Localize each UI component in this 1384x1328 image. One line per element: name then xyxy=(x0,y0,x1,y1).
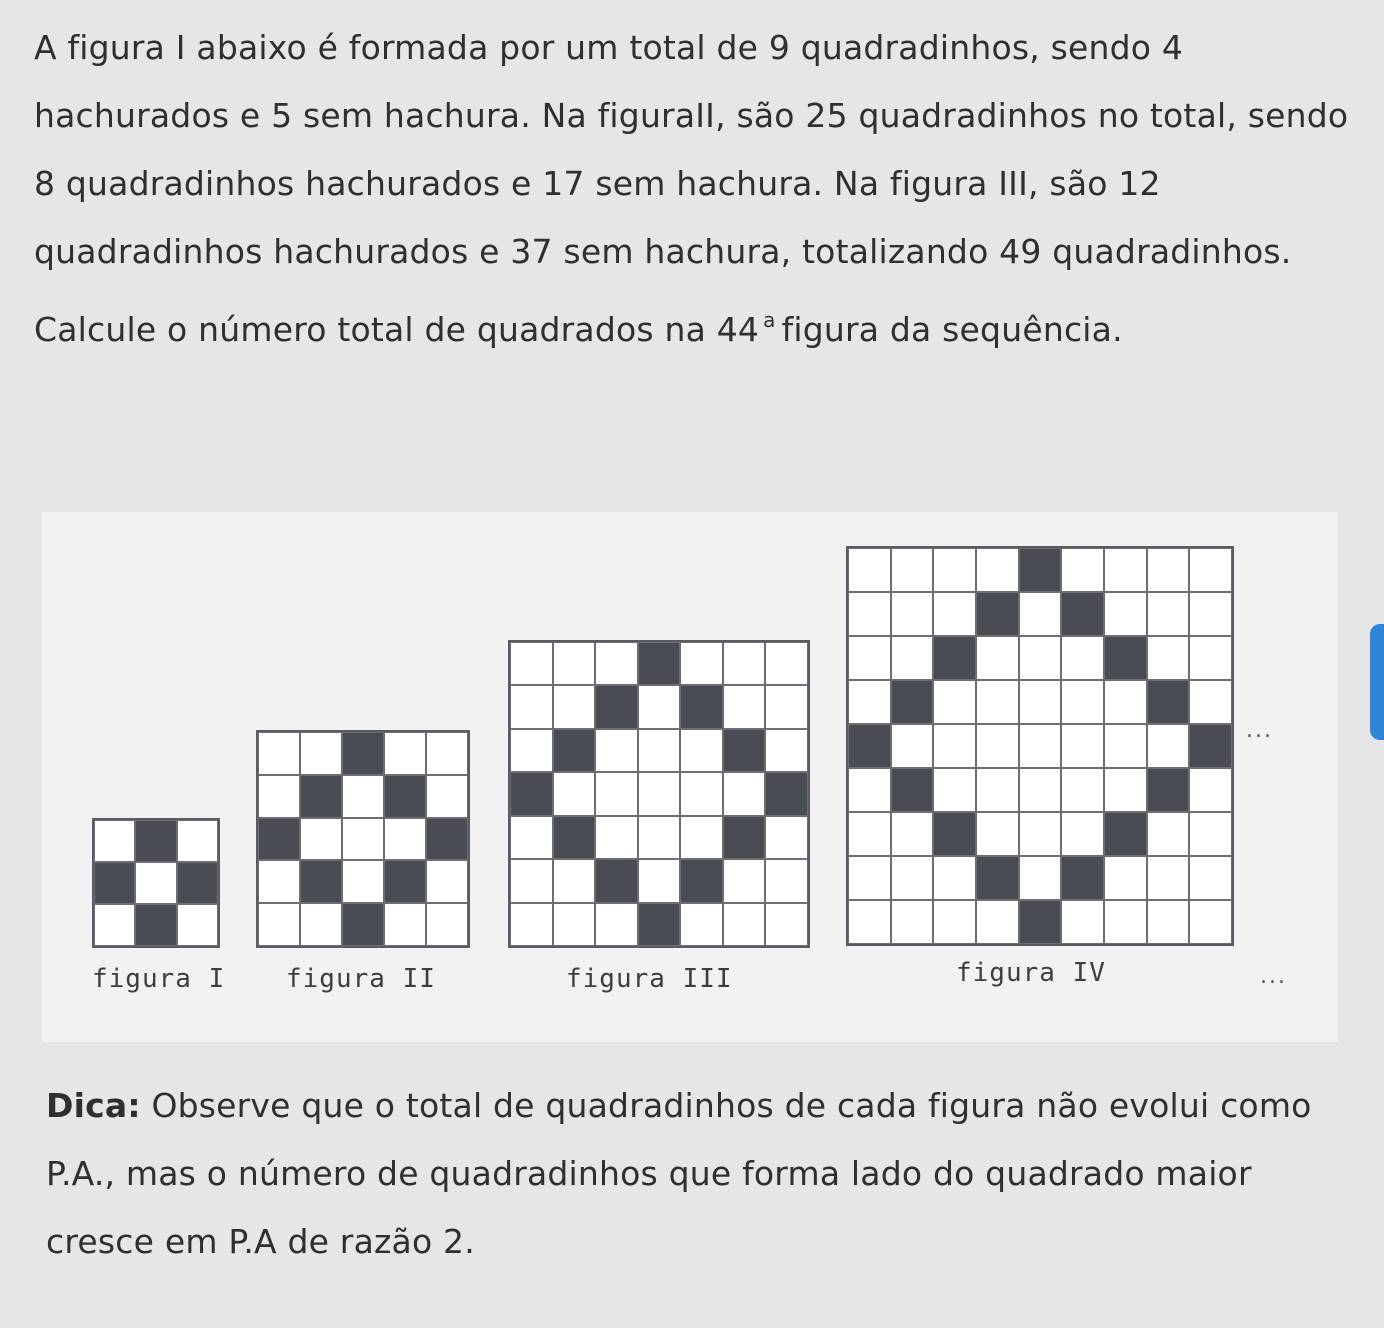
blank-square xyxy=(1019,812,1062,856)
shaded-square xyxy=(553,816,596,859)
blank-square xyxy=(638,859,681,902)
blank-square xyxy=(553,685,596,728)
blank-square xyxy=(848,768,891,812)
blank-square xyxy=(595,642,638,685)
blank-square xyxy=(638,816,681,859)
shaded-square xyxy=(1061,856,1104,900)
continuation-dots-top: ... xyxy=(1246,718,1273,743)
shaded-square xyxy=(1019,548,1062,592)
shaded-square xyxy=(384,775,426,818)
blank-square xyxy=(553,903,596,946)
blank-square xyxy=(848,548,891,592)
blank-square xyxy=(1147,592,1190,636)
blank-square xyxy=(595,772,638,815)
blank-square xyxy=(300,732,342,775)
blank-square xyxy=(933,856,976,900)
blank-square xyxy=(1061,548,1104,592)
blank-square xyxy=(976,768,1019,812)
blank-square xyxy=(1104,768,1147,812)
shaded-square xyxy=(595,685,638,728)
blank-square xyxy=(510,685,553,728)
blank-square xyxy=(1189,680,1232,724)
shaded-square xyxy=(680,685,723,728)
blank-square xyxy=(1104,548,1147,592)
blank-square xyxy=(426,860,468,903)
blank-square xyxy=(595,729,638,772)
blank-square xyxy=(1104,724,1147,768)
shaded-square xyxy=(723,729,766,772)
shaded-square xyxy=(1104,636,1147,680)
blank-square xyxy=(765,685,808,728)
shaded-square xyxy=(135,820,176,862)
blank-square xyxy=(1189,900,1232,944)
shaded-square xyxy=(1061,592,1104,636)
blank-square xyxy=(848,900,891,944)
blank-square xyxy=(723,642,766,685)
shaded-square xyxy=(553,729,596,772)
blank-square xyxy=(1019,856,1062,900)
shaded-square xyxy=(384,860,426,903)
shaded-square xyxy=(177,862,218,904)
blank-square xyxy=(680,642,723,685)
figure-2-caption: figura II xyxy=(286,964,436,994)
blank-square xyxy=(342,775,384,818)
blank-square xyxy=(300,818,342,861)
shaded-square xyxy=(300,860,342,903)
blank-square xyxy=(258,732,300,775)
blank-square xyxy=(765,903,808,946)
shaded-square xyxy=(510,772,553,815)
blank-square xyxy=(1061,636,1104,680)
shaded-square xyxy=(891,680,934,724)
blank-square xyxy=(1061,680,1104,724)
blank-square xyxy=(1147,724,1190,768)
blank-square xyxy=(680,903,723,946)
blank-square xyxy=(976,724,1019,768)
blank-square xyxy=(553,642,596,685)
shaded-square xyxy=(933,636,976,680)
blank-square xyxy=(1189,812,1232,856)
blank-square xyxy=(848,812,891,856)
blank-square xyxy=(258,903,300,946)
blank-square xyxy=(553,859,596,902)
blank-square xyxy=(723,859,766,902)
blank-square xyxy=(933,768,976,812)
blank-square xyxy=(891,856,934,900)
shaded-square xyxy=(595,859,638,902)
shaded-square xyxy=(94,862,135,904)
blank-square xyxy=(510,642,553,685)
figure-3-grid xyxy=(508,640,810,948)
figure-3-caption: figura III xyxy=(566,964,733,994)
blank-square xyxy=(426,732,468,775)
figure-1-caption: figura I xyxy=(92,964,226,994)
blank-square xyxy=(1019,768,1062,812)
shaded-square xyxy=(1147,768,1190,812)
blank-square xyxy=(426,903,468,946)
shaded-square xyxy=(1104,812,1147,856)
blank-square xyxy=(933,680,976,724)
blank-square xyxy=(510,859,553,902)
blank-square xyxy=(1061,724,1104,768)
blank-square xyxy=(1019,724,1062,768)
shaded-square xyxy=(258,818,300,861)
blank-square xyxy=(384,818,426,861)
blank-square xyxy=(1147,900,1190,944)
blank-square xyxy=(848,680,891,724)
blank-square xyxy=(891,724,934,768)
blank-square xyxy=(300,903,342,946)
shaded-square xyxy=(891,768,934,812)
question-text xyxy=(34,14,1364,364)
blank-square xyxy=(1189,856,1232,900)
shaded-square xyxy=(933,812,976,856)
blank-square xyxy=(638,685,681,728)
shaded-square xyxy=(135,904,176,946)
blank-square xyxy=(595,816,638,859)
blank-square xyxy=(1189,768,1232,812)
blank-square xyxy=(1189,592,1232,636)
blank-square xyxy=(638,729,681,772)
shaded-square xyxy=(680,859,723,902)
blank-square xyxy=(426,775,468,818)
shaded-square xyxy=(1147,680,1190,724)
blank-square xyxy=(94,904,135,946)
question-text-after: figura da sequência. xyxy=(781,310,1123,349)
shaded-square xyxy=(765,772,808,815)
blank-square xyxy=(1104,856,1147,900)
continuation-dots-bottom: ... xyxy=(1260,964,1287,989)
blank-square xyxy=(848,592,891,636)
shaded-square xyxy=(723,816,766,859)
blank-square xyxy=(723,685,766,728)
shaded-square xyxy=(1189,724,1232,768)
ordinal-number: 44 xyxy=(716,310,760,349)
blank-square xyxy=(1104,900,1147,944)
blank-square xyxy=(177,820,218,862)
blank-square xyxy=(976,636,1019,680)
blank-square xyxy=(1061,768,1104,812)
tip-text xyxy=(46,1072,1366,1276)
shaded-square xyxy=(976,592,1019,636)
scroll-handle[interactable] xyxy=(1370,624,1384,740)
blank-square xyxy=(1019,592,1062,636)
figure-4-grid xyxy=(846,546,1234,946)
blank-square xyxy=(891,812,934,856)
blank-square xyxy=(1147,856,1190,900)
blank-square xyxy=(510,729,553,772)
blank-square xyxy=(1147,548,1190,592)
blank-square xyxy=(765,859,808,902)
blank-square xyxy=(1147,812,1190,856)
blank-square xyxy=(765,816,808,859)
blank-square xyxy=(1147,636,1190,680)
figure-1-grid xyxy=(92,818,220,948)
blank-square xyxy=(848,856,891,900)
blank-square xyxy=(595,903,638,946)
shaded-square xyxy=(300,775,342,818)
blank-square xyxy=(1019,680,1062,724)
blank-square xyxy=(680,816,723,859)
blank-square xyxy=(638,772,681,815)
figure-4-caption: figura IV xyxy=(956,958,1106,988)
blank-square xyxy=(891,900,934,944)
blank-square xyxy=(891,636,934,680)
blank-square xyxy=(933,548,976,592)
blank-square xyxy=(891,592,934,636)
blank-square xyxy=(384,732,426,775)
blank-square xyxy=(723,772,766,815)
blank-square xyxy=(976,548,1019,592)
blank-square xyxy=(1019,636,1062,680)
blank-square xyxy=(680,729,723,772)
figure-panel xyxy=(42,512,1338,1042)
tip-label: Dica: xyxy=(46,1086,141,1125)
blank-square xyxy=(933,900,976,944)
blank-square xyxy=(976,680,1019,724)
blank-square xyxy=(342,818,384,861)
blank-square xyxy=(510,816,553,859)
shaded-square xyxy=(638,903,681,946)
tip-body: Observe que o total de quadradinhos de cada figura não evolui como P.A., mas o número de quadradinhos que forma lado do quadrado maior cresce em P.A de razão 2. xyxy=(46,1086,1312,1261)
blank-square xyxy=(765,642,808,685)
blank-square xyxy=(933,724,976,768)
blank-square xyxy=(342,860,384,903)
shaded-square xyxy=(426,818,468,861)
figure-2-grid xyxy=(256,730,470,948)
blank-square xyxy=(976,900,1019,944)
blank-square xyxy=(723,903,766,946)
blank-square xyxy=(1104,592,1147,636)
blank-square xyxy=(258,860,300,903)
blank-square xyxy=(891,548,934,592)
blank-square xyxy=(680,772,723,815)
blank-square xyxy=(765,729,808,772)
shaded-square xyxy=(342,732,384,775)
blank-square xyxy=(848,636,891,680)
blank-square xyxy=(135,862,176,904)
blank-square xyxy=(933,592,976,636)
blank-square xyxy=(1189,636,1232,680)
blank-square xyxy=(258,775,300,818)
question-text-before: A figura I abaixo é formada por um total de 9 quadradinhos, sendo 4 hachurados e 5 sem hachura. Na figuraII, são 25 quadradinhos no total, sendo 8 quadradinhos hachurados e 17 sem hachura. Na figura III, são 12 quadradinhos hachurados e 37 sem hachura, totalizando 49 quadradinhos. Calcule o número total de quadrados na xyxy=(34,28,1349,349)
blank-square xyxy=(553,772,596,815)
shaded-square xyxy=(638,642,681,685)
shaded-square xyxy=(1019,900,1062,944)
blank-square xyxy=(1104,680,1147,724)
blank-square xyxy=(1061,900,1104,944)
shaded-square xyxy=(976,856,1019,900)
blank-square xyxy=(510,903,553,946)
shaded-square xyxy=(848,724,891,768)
blank-square xyxy=(384,903,426,946)
blank-square xyxy=(177,904,218,946)
shaded-square xyxy=(342,903,384,946)
blank-square xyxy=(1189,548,1232,592)
ordinal-mark: a xyxy=(763,308,776,332)
blank-square xyxy=(94,820,135,862)
blank-square xyxy=(976,812,1019,856)
blank-square xyxy=(1061,812,1104,856)
